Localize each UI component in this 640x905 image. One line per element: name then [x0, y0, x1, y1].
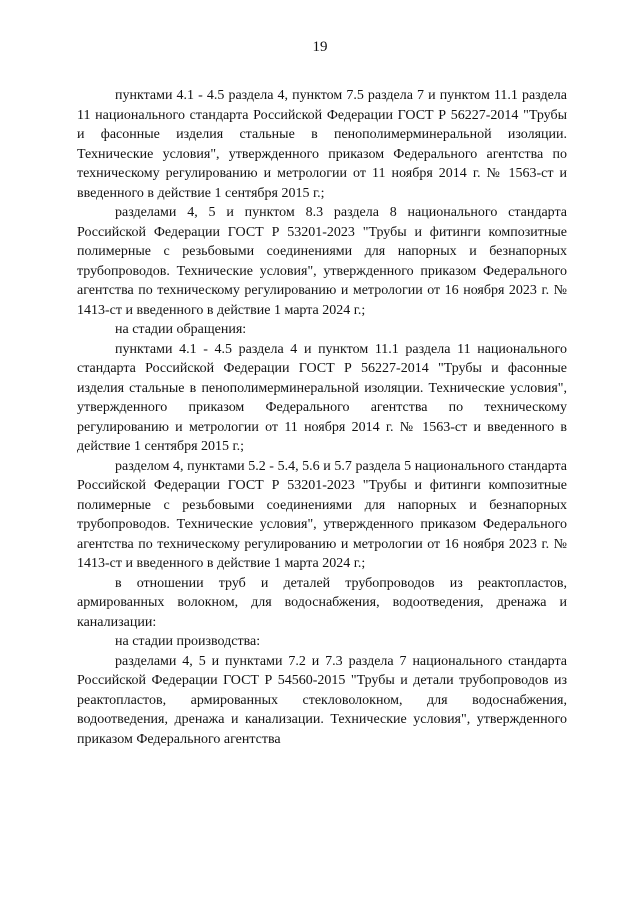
paragraph-thermoset-pipes-heading: в отношении труб и деталей трубопроводов из реактопластов, армированных волокном, для водоснабжения, водоотведения, дренажа и канализации:: [77, 575, 567, 630]
stage-label-production: на стадии производства:: [115, 634, 261, 649]
stage-label-circulation: на стадии обращения:: [115, 322, 247, 337]
paragraph-gost-56227-circulation: пунктами 4.1 - 4.5 раздела 4 и пунктом 11.1 раздела 11 национального стандарта Российской Федерации ГОСТ Р 56227-2014 "Трубы и фасонные изделия стальные в пенополимерминеральной изоляции. Технические условия", утвержденного приказом Федерального агентства по техническому регулированию и метрологии от 11 ноября 2014 г. № 1563-ст и введенного в действие 1 сентября 2015 г.;: [77, 341, 567, 454]
paragraph-gost-53201-production: разделами 4, 5 и пунктом 8.3 раздела 8 национального стандарта Российской Федерации ГОСТ Р 53201-2023 "Трубы и фитинги композитные полимерные с резьбовыми соединениями для напорных и безнапорных трубопроводов. Технические условия", утвержденного приказом Федерального агентства по техническому регулированию и метрологии от 16 ноября 2023 г. № 1413-ст и введенного в действие 1 марта 2024 г.;: [77, 205, 567, 318]
paragraph-gost-54560-production: разделами 4, 5 и пунктами 7.2 и 7.3 раздела 7 национального стандарта Российской Федерации ГОСТ Р 54560-2015 "Трубы и детали трубопроводов из реактопластов, армированных стекловолокном, для водоснабжения, водоотведения, дренажа и канализации. Технические условия", утвержденного приказом Федерального агентства: [77, 653, 567, 747]
page-number: 19: [312, 39, 328, 55]
document-body: [77, 86, 567, 749]
paragraph-gost-56227-production: пунктами 4.1 - 4.5 раздела 4, пунктом 7.5 раздела 7 и пунктом 11.1 раздела 11 национального стандарта Российской Федерации ГОСТ Р 56227-2014 "Трубы и фасонные изделия стальные в пенополимерминеральной изоляции. Технические условия", утвержденного приказом Федерального агентства по техническому регулированию и метрологии от 11 ноября 2014 г. № 1563-ст и введенного в действие 1 сентября 2015 г.;: [77, 88, 567, 201]
paragraph-gost-53201-circulation: разделом 4, пунктами 5.2 - 5.4, 5.6 и 5.7 раздела 5 национального стандарта Российской Федерации ГОСТ Р 53201-2023 "Трубы и фитинги композитные полимерные с резьбовыми соединениями для напорных и безнапорных трубопроводов. Технические условия", утвержденного приказом Федерального агентства по техническому регулированию и метрологии от 16 ноября 2023 г. № 1413-ст и введенного в действие 1 марта 2024 г.;: [77, 458, 567, 571]
